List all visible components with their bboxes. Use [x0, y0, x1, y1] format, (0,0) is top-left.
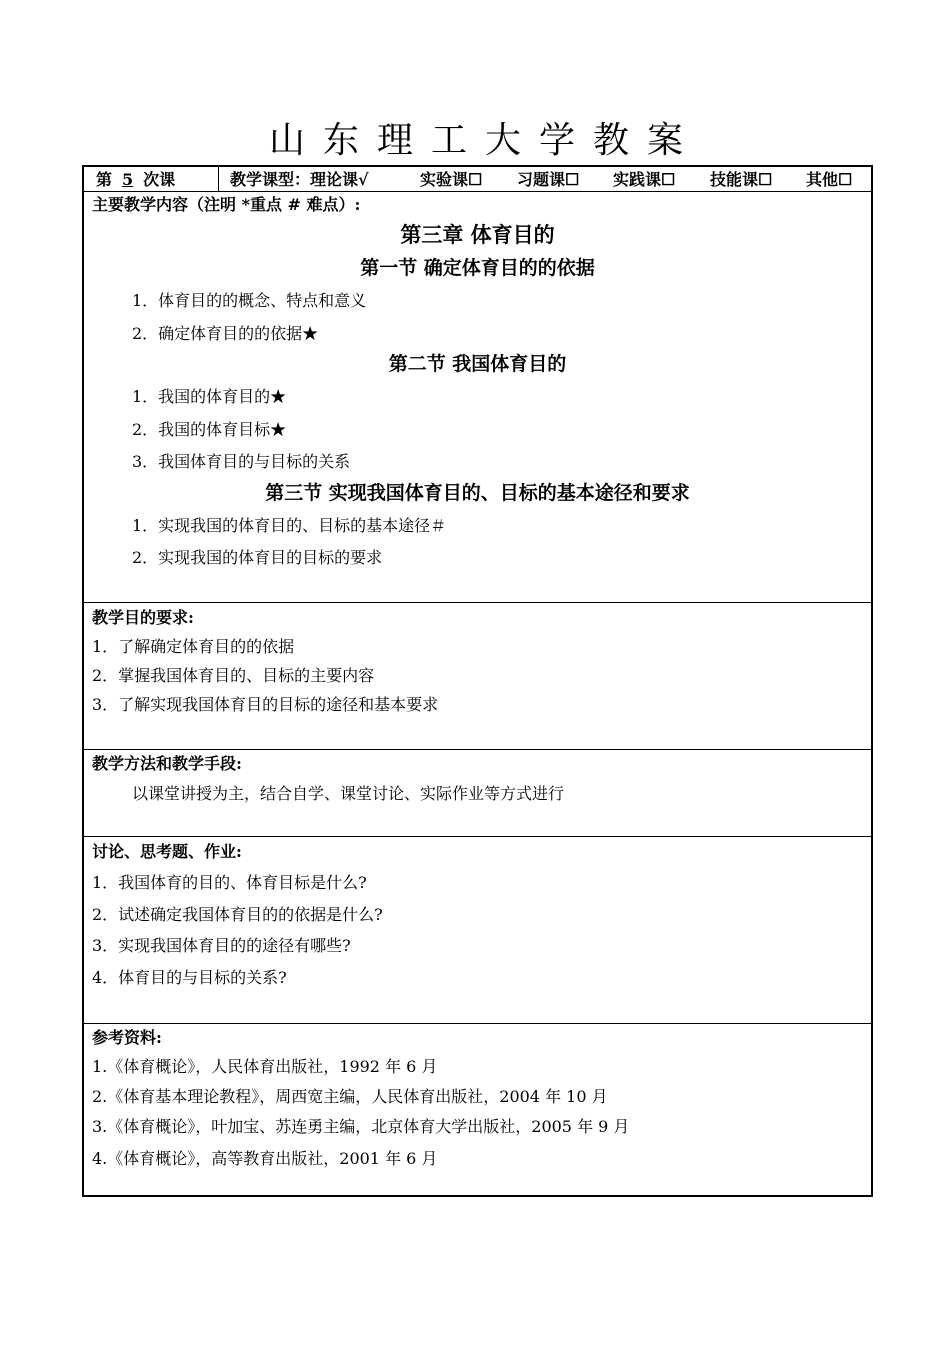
discussion-item: 1．我国体育的目的、体育目标是什么?: [92, 873, 367, 892]
requirement-item: 3．了解实现我国体育目的目标的途径和基本要求: [92, 695, 439, 714]
row-divider: [84, 1023, 871, 1024]
references-label: 参考资料:: [92, 1028, 162, 1047]
option-other-checkbox[interactable]: 其他☐: [806, 170, 853, 189]
option-lab-checkbox[interactable]: 实验课☐: [420, 170, 483, 189]
chapter-title: 第三章 体育目的: [400, 223, 555, 247]
methods-label: 教学方法和教学手段:: [92, 754, 242, 773]
lesson-plan-table: [82, 165, 873, 1197]
row-divider: [84, 836, 871, 837]
section-title: 第三节 实现我国体育目的、目标的基本途径和要求: [265, 482, 690, 504]
course-type-label: 教学课型：理论课√: [230, 170, 369, 189]
content-item: 2．确定体育目的的依据★: [132, 324, 319, 343]
discussion-label: 讨论、思考题、作业:: [92, 842, 242, 861]
option-skill-checkbox[interactable]: 技能课☐: [710, 170, 773, 189]
content-item: 2．实现我国的体育目的目标的要求: [132, 548, 383, 567]
requirements-label: 教学目的要求:: [92, 608, 194, 627]
option-exercise-checkbox[interactable]: 习题课☐: [517, 170, 580, 189]
document-title: 山东理工大学教案: [268, 120, 701, 161]
reference-item: 1.《体育概论》，人民体育出版社，1992 年 6 月: [92, 1057, 438, 1076]
discussion-item: 3．实现我国体育目的的途径有哪些?: [92, 936, 351, 955]
lesson-number-cell: [96, 167, 175, 192]
content-item: 1．体育目的的概念、特点和意义: [132, 291, 367, 310]
content-item: 2．我国的体育目标★: [132, 420, 287, 439]
row-divider: [84, 191, 871, 192]
header-divider: [218, 167, 219, 192]
discussion-item: 4．体育目的与目标的关系?: [92, 968, 287, 987]
reference-item: 3.《体育概论》，叶加宝、苏连勇主编，北京体育大学出版社，2005 年 9 月: [92, 1117, 630, 1136]
content-item: 1．实现我国的体育目的、目标的基本途径＃: [132, 516, 447, 535]
section-title: 第一节 确定体育目的的依据: [360, 257, 595, 279]
discussion-item: 2．试述确定我国体育目的的依据是什么?: [92, 905, 383, 924]
reference-item: 4.《体育概论》，高等教育出版社，2001 年 6 月: [92, 1149, 438, 1168]
methods-text: 以课堂讲授为主，结合自学、课堂讨论、实际作业等方式进行: [132, 784, 565, 803]
content-label: 主要教学内容（注明 *重点 # 难点）:: [92, 195, 361, 214]
section-title: 第二节 我国体育目的: [388, 353, 567, 375]
lesson-prefix: 第: [96, 170, 113, 189]
reference-item: 2.《体育基本理论教程》，周西宽主编，人民体育出版社，2004 年 10 月: [92, 1087, 608, 1106]
row-divider: [84, 749, 871, 750]
row-divider: [84, 602, 871, 603]
content-item: 3．我国体育目的与目标的关系: [132, 452, 351, 471]
content-item: 1．我国的体育目的★: [132, 387, 287, 406]
requirement-item: 1．了解确定体育目的的依据: [92, 637, 295, 656]
lesson-suffix: 次课: [143, 170, 176, 189]
requirement-item: 2．掌握我国体育目的、目标的主要内容: [92, 666, 375, 685]
option-practice-checkbox[interactable]: 实践课☐: [613, 170, 676, 189]
lesson-number: 5: [122, 170, 134, 189]
